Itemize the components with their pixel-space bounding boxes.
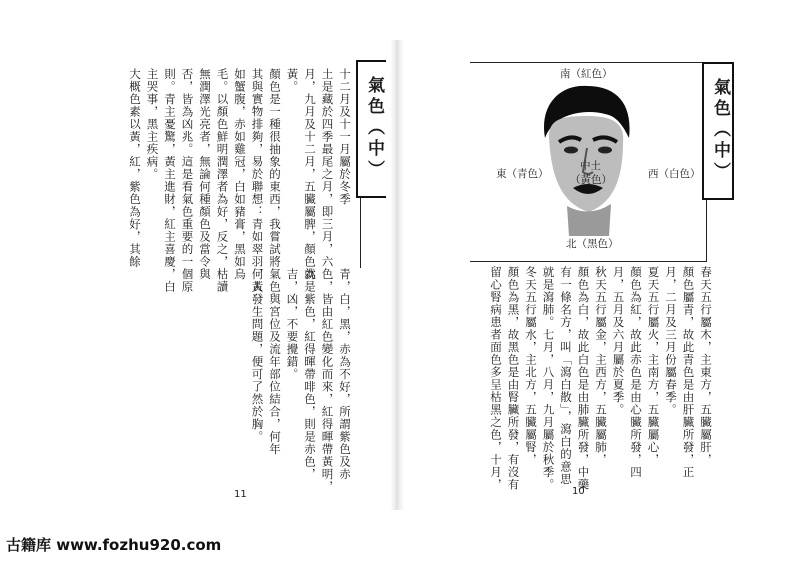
text-column: 氣色與宮位及流年部位結合，何年 — [268, 268, 282, 456]
center-color-label: （黃色） — [570, 174, 612, 186]
text-column: 則。青主憂驚，黃主進財，紅主喜慶，白 — [163, 68, 177, 293]
text-column: 大概色素以黃，紅，紫色為好，其餘 — [128, 68, 142, 268]
east-label: 東（青色） — [496, 168, 549, 180]
text-column: 顏色為紅，故此赤色是由心臟所發，四 — [629, 266, 643, 479]
text-column: 土是藏於四季最尾之月，即三月，六 — [320, 68, 335, 268]
text-column: 冬天五行屬水，主北方，五臟屬腎， — [524, 266, 538, 466]
text-column: 何人發生問題，便可了然於胸。 — [250, 268, 265, 443]
right-title: 氣色（中） — [710, 78, 730, 183]
text-column: 顏色為黑，故黑色是由腎臟所發，有沒有 — [506, 266, 521, 491]
text-column: 就是瀉肺。七月，八月，九月屬於秋季。 — [541, 266, 556, 491]
text-column: 毛。以顏色鮮明潤澤者為好，反之，枯讀 — [215, 68, 230, 293]
text-column: 吉，凶，不要攪錯。 — [285, 268, 300, 381]
text-column: 月，五月及六月屬於夏季。 — [611, 266, 626, 416]
text-column: 無潤澤光亮者，無論何種顏色及當令與 — [198, 68, 212, 281]
text-column: 十二月及十一月屬於冬季 — [338, 68, 352, 206]
text-column: 月，九月及十二月，五臟屬脾，顏色為 — [303, 68, 317, 281]
north-label: 北（黑色） — [566, 238, 619, 250]
text-column: 其與實物排夠，易於聯想：青如翠羽，黃 — [250, 68, 265, 293]
text-column: 色，皆由紅色變化而來，紅得暉帶黃明， — [320, 268, 335, 493]
left-eye — [564, 147, 578, 154]
right-title-tab — [702, 62, 734, 200]
text-column: 月，二月及三月份屬春季。 — [664, 266, 678, 416]
left-page-number: 11 — [234, 489, 247, 500]
text-column: 黃。 — [285, 68, 300, 93]
text-column: 青，白，黑，赤為不好，所謂紫色及赤 — [338, 268, 352, 481]
west-label: 西（白色） — [648, 168, 701, 180]
south-label: 南（紅色） — [560, 68, 613, 80]
text-column: 留心腎病患者面色多呈枯黑之色，十月， — [489, 266, 503, 491]
right-page — [396, 0, 793, 561]
text-column: 顏色為白，故此白色是由肺臟所發，中藥 — [576, 266, 591, 491]
text-column: 有一條名方，叫「瀉白散」，瀉白的意思 — [559, 266, 573, 486]
text-column: 夏天五行屬火，主南方，五臟屬心， — [646, 266, 661, 466]
text-column: 就是紫色，紅得暉帶啡色，則是赤色， — [303, 268, 317, 481]
text-column: 春天五行屬木，主東方，五臟屬肝， — [699, 266, 713, 466]
text-column: 主哭事，黑主疾病。 — [145, 68, 160, 181]
text-column: 如蟹腹，赤如雞冠，白如豬膏，黑如烏 — [233, 68, 247, 281]
left-title: 氣色（中） — [364, 76, 384, 181]
text-column: 否，皆為凶兆。這是看氣色重要的一個原 — [180, 68, 195, 293]
text-column: 秋天五行屬金，主西方，五臟屬肺， — [594, 266, 608, 466]
text-column: 顏色屬青，故此青色是由肝臟所發，正 — [681, 266, 696, 479]
left-page — [0, 0, 396, 561]
text-column: 顏色是一種很抽象的東西，我嘗試將 — [268, 68, 282, 268]
center-label: 中土 — [580, 160, 601, 172]
right-page-number: 10 — [572, 486, 585, 497]
right-eye — [598, 147, 612, 154]
left-title-tab — [356, 60, 386, 198]
site-watermark: 古籍库 www.fozhu920.com — [6, 536, 222, 554]
